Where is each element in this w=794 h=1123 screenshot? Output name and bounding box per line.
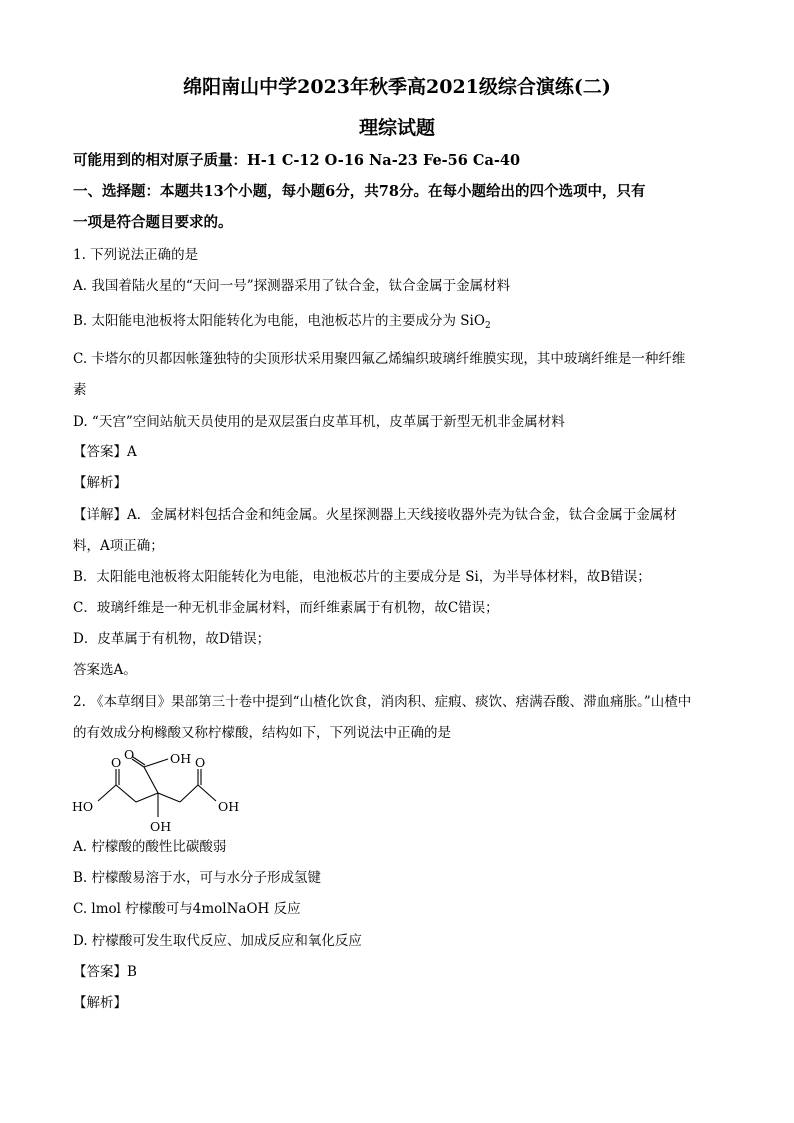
q1-answer-value: A [127, 444, 137, 460]
q2-analysis-tag: 【解析】 [73, 995, 127, 1011]
struct-left-o: O [111, 755, 122, 770]
q1-detail-line3: B．太阳能电池板将太阳能转化为电能，电池板芯片的主要成分是 Si，为半导体材料，故B错误； [73, 569, 651, 585]
q1-option-c-line1: C. 卡塔尔的贝都因帐篷独特的尖顶形状采用聚四氟乙烯编织玻璃纤维膜实现，其中玻璃纤维是一种纤维 [73, 351, 686, 367]
q1-answer [73, 443, 137, 461]
q1-detail-line4: C．玻璃纤维是一种无机非金属材料，而纤维素属于有机物，故C错误； [73, 600, 499, 616]
struct-bottom-oh: OH [150, 819, 172, 833]
struct-left-ho: HO [72, 799, 94, 814]
q1-option-b-text: B. 太阳能电池板将太阳能转化为电能，电池板芯片的主要成分为 SiO [73, 313, 485, 329]
struct-top-o: O [124, 747, 135, 762]
q2-answer-value: B [127, 964, 137, 980]
q2-option-c: C. lmol 柠檬酸可与4molNaOH 反应 [73, 901, 301, 917]
q2-option-d: D. 柠檬酸可发生取代反应、加成反应和氧化反应 [73, 933, 362, 949]
q1-analysis-tag: 【解析】 [73, 475, 127, 491]
q1-option-b-subscript: 2 [484, 321, 491, 331]
q1-detail-line5: D．皮革属于有机物，故D错误； [73, 631, 271, 647]
q1-option-d: D. “天宫”空间站航天员使用的是双层蛋白皮革耳机，皮革属于新型无机非金属材料 [73, 414, 565, 430]
q2-stem-line2: 的有效成分枸橼酸又称柠檬酸，结构如下，下列说法中正确的是 [73, 725, 451, 741]
q2-option-a: A. 柠檬酸的酸性比碳酸弱 [73, 839, 227, 855]
q1-answer-tag: 【答案】 [73, 444, 127, 460]
page-title: 绵阳南山中学2023年秋季高2021级综合演练(二) [183, 76, 611, 98]
struct-right-o: O [195, 755, 206, 770]
atomic-mass-line: 可能用到的相对原子质量：H-1 C-12 O-16 Na-23 Fe-56 Ca-40 [73, 152, 521, 169]
q1-detail-line1: 【详解】A．金属材料包括合金和纯金属。火星探测器上天线接收器外壳为钛合金，钛合金属于金属材 [73, 507, 677, 523]
citric-acid-structure [70, 745, 260, 833]
q1-option-c-line2: 素 [73, 382, 87, 398]
section-heading-line1: 一、选择题：本题共13个小题，每小题6分，共78分。在每小题给出的四个选项中，只有 [73, 183, 646, 200]
struct-top-oh: OH [170, 751, 192, 766]
q1-detail-line2: 料，A项正确； [73, 538, 164, 554]
q2-answer [73, 963, 137, 981]
q2-option-b: B. 柠檬酸易溶于水，可与水分子形成氢键 [73, 870, 322, 886]
page-subtitle: 理综试题 [358, 117, 435, 139]
struct-right-oh: OH [218, 799, 240, 814]
q1-stem: 1. 下列说法正确的是 [73, 247, 199, 263]
q1-option-b [73, 312, 491, 335]
q1-conclusion: 答案选A。 [73, 662, 137, 678]
q2-stem-line1: 2. 《本草纲目》果部第三十卷中提到“山楂化饮食，消肉积、症瘕、痰饮、痞满吞酸、滞血痛胀。”山楂中 [73, 694, 692, 710]
q1-option-a: A. 我国着陆火星的“天问一号”探测器采用了钛合金，钛合金属于金属材料 [73, 278, 511, 294]
section-heading-line2: 一项是符合题目要求的。 [73, 214, 233, 231]
q2-answer-tag: 【答案】 [73, 964, 127, 980]
